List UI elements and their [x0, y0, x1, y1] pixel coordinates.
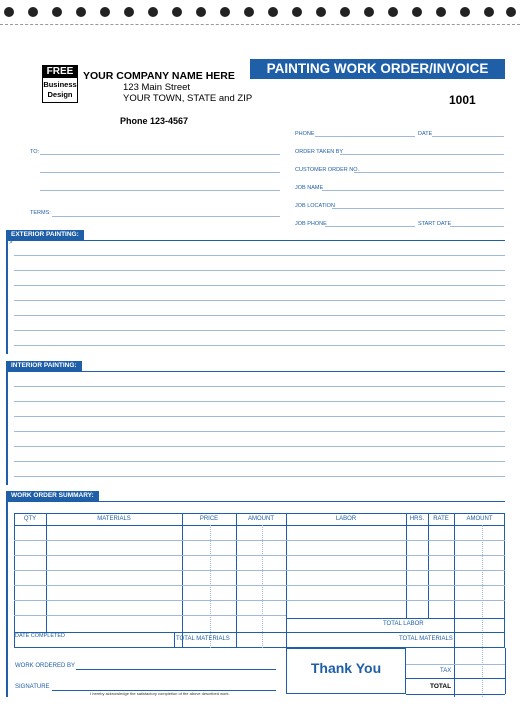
total-materials-right-label: TOTAL MATERIALS: [399, 636, 453, 642]
exterior-line: [14, 345, 505, 346]
binder-hole: [388, 7, 398, 17]
interior-line: [14, 446, 505, 447]
binder-hole: [4, 7, 14, 17]
col-divider: [406, 513, 407, 618]
logo: [42, 65, 78, 103]
binder-hole: [52, 7, 62, 17]
binder-hole: [340, 7, 350, 17]
binder-hole: [412, 7, 422, 17]
tax-rule: [406, 678, 505, 679]
binder-hole: [460, 7, 470, 17]
work-ordered-by-line: [76, 669, 276, 670]
exterior-line: [14, 300, 505, 301]
table-row-line: [14, 600, 406, 601]
binder-hole: [196, 7, 206, 17]
binder-hole: [316, 7, 326, 17]
total-box-right-edge: [505, 648, 506, 694]
phone-line: [315, 136, 415, 137]
summary-header-rule: [14, 525, 505, 526]
summary-section-bar: [6, 491, 8, 697]
col-rate: RATE: [433, 516, 449, 522]
table-row-line: [14, 615, 286, 616]
date-label: DATE: [418, 131, 433, 137]
col-cents-divider: [210, 525, 211, 648]
col-labor: LABOR: [335, 516, 357, 522]
interior-line: [14, 401, 505, 402]
job-phone-label: JOB PHONE: [295, 221, 327, 227]
total-materials-right-rule: [286, 632, 505, 633]
col-qty: QTY: [23, 516, 37, 522]
job-name-label: JOB NAME: [295, 185, 324, 191]
col-materials: MATERIALS: [97, 516, 131, 522]
exterior-section-header: EXTERIOR PAINTING:: [6, 230, 84, 240]
binder-hole: [436, 7, 446, 17]
job-name-line: [322, 190, 504, 191]
col-divider: [182, 513, 183, 648]
to-line-1: [40, 154, 280, 155]
col-cents-divider: [262, 525, 263, 648]
company-phone: Phone 123-4567: [120, 116, 189, 126]
to-line-3: [40, 190, 280, 191]
total-labor-label: TOTAL LABOR: [383, 621, 424, 627]
total-rule: [406, 694, 505, 695]
binder-hole: [148, 7, 158, 17]
form-title: PAINTING WORK ORDER/INVOICE: [250, 59, 505, 79]
interior-line: [14, 461, 505, 462]
date-line: [432, 136, 504, 137]
table-row-line: [406, 570, 505, 571]
signature-label: SIGNATURE: [15, 684, 50, 690]
interior-line: [14, 431, 505, 432]
phone-label: PHONE: [295, 131, 315, 137]
to-label: TO:: [30, 149, 40, 155]
col-amount: AMOUNT: [248, 516, 274, 522]
binder-hole: [124, 7, 134, 17]
customer-order-no-line: [354, 172, 504, 173]
col-cents-divider: [482, 525, 483, 697]
col-hrs: HRS.: [409, 516, 425, 522]
col-price: PRICE: [199, 516, 219, 522]
exterior-line: [14, 315, 505, 316]
exterior-section-bar: [6, 230, 8, 354]
interior-line: [14, 416, 505, 417]
start-date-label: START DATE: [418, 221, 452, 227]
table-row-line: [406, 585, 505, 586]
tax-row-line: [406, 664, 505, 665]
company-city: YOUR TOWN, STATE and ZIP: [123, 93, 253, 104]
customer-order-no-label: CUSTOMER ORDER NO.: [295, 167, 360, 173]
total-labor-rule: [286, 618, 505, 619]
interior-section-rule: [6, 371, 505, 372]
binder-hole: [172, 7, 182, 17]
perforation-line: [0, 24, 520, 25]
table-row-line: [14, 540, 406, 541]
job-phone-line: [325, 226, 415, 227]
job-location-line: [332, 208, 504, 209]
interior-line: [14, 386, 505, 387]
summary-section-rule: [6, 501, 505, 502]
exterior-line: [14, 255, 505, 256]
summary-table: [14, 513, 505, 648]
interior-section-bar: [6, 361, 8, 485]
order-taken-by-label: ORDER TAKEN BY: [295, 149, 344, 155]
tax-label: TAX: [440, 668, 452, 674]
total-materials-divider: [174, 632, 175, 648]
binder-hole: [100, 7, 110, 17]
form-number: 1001: [449, 93, 476, 107]
col-divider: [286, 513, 287, 648]
binder-hole: [292, 7, 302, 17]
interior-section-header: INTERIOR PAINTING:: [6, 361, 82, 371]
order-taken-by-line: [340, 154, 504, 155]
binder-hole: [28, 7, 38, 17]
total-label: TOTAL: [430, 683, 452, 690]
exterior-section-rule: [6, 240, 505, 241]
terms-line: [52, 216, 280, 217]
total-materials-label: TOTAL MATERIALS: [176, 636, 230, 642]
company-name: YOUR COMPANY NAME HERE: [83, 70, 235, 82]
company-street: 123 Main Street: [123, 82, 191, 93]
binder-hole: [244, 7, 254, 17]
job-location-label: JOB LOCATION: [295, 203, 335, 209]
exterior-line: [14, 270, 505, 271]
table-row-line: [406, 555, 505, 556]
table-row-line: [14, 555, 406, 556]
to-line-2: [40, 172, 280, 173]
binder-hole: [484, 7, 494, 17]
terms-label: TERMS:: [30, 210, 51, 216]
logo-line-3: Design: [47, 89, 73, 99]
binder-hole: [506, 7, 516, 17]
acknowledgement-text: I hereby acknowledge the satisfactory completion of the above described work.: [90, 691, 230, 696]
logo-line-2: Business: [43, 80, 77, 89]
table-row-line: [406, 600, 505, 601]
table-row-line: [14, 570, 406, 571]
summary-section-header: WORK ORDER SUMMARY:: [6, 491, 99, 501]
date-completed-label: DATE COMPLETED: [15, 633, 66, 639]
thank-you-text: Thank You: [310, 660, 382, 676]
binder-hole: [220, 7, 230, 17]
col-amount-labor: AMOUNT: [466, 516, 493, 522]
interior-line: [14, 476, 505, 477]
exterior-arrow-icon: >: [9, 240, 13, 246]
col-divider: [428, 513, 429, 618]
col-divider: [236, 513, 237, 648]
binder-hole: [364, 7, 374, 17]
work-ordered-by-label: WORK ORDERED BY: [15, 663, 76, 669]
logo-line-1: FREE: [43, 66, 77, 78]
table-row-line: [406, 540, 505, 541]
table-row-line: [14, 585, 406, 586]
exterior-line: [14, 330, 505, 331]
binder-hole: [76, 7, 86, 17]
start-date-line: [450, 226, 504, 227]
binder-hole: [268, 7, 278, 17]
exterior-line: [14, 285, 505, 286]
